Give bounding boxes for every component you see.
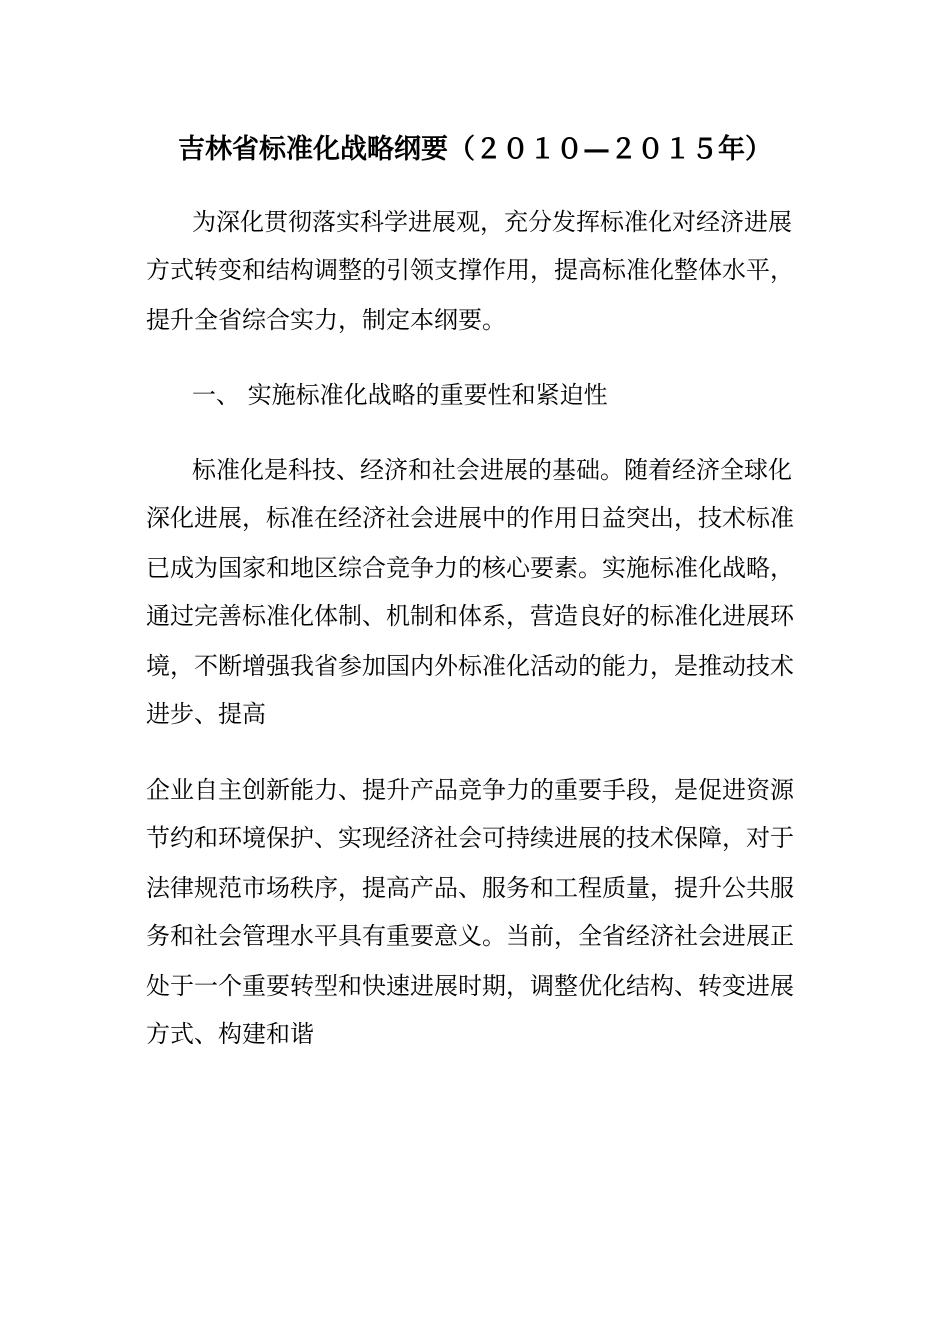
para1-line-4: 通过完善标准化体制、机制和体系，营造良好的标准化进展环 (146, 602, 794, 630)
para1-line-2: 深化进展，标准在经济社会进展中的作用日益突出，技术标准 (146, 504, 794, 532)
para1-line-1: 标准化是科技、经济和社会进展的基础。随着经济全球化 (192, 456, 792, 484)
para2-line-2: 节约和环境保护、实现经济社会可持续进展的技术保障，对于 (146, 824, 794, 852)
para2-line-1: 企业自主创新能力、提升产品竞争力的重要手段，是促进资源 (146, 776, 794, 804)
intro-line-1: 为深化贯彻落实科学进展观，充分发挥标准化对经济进展 (192, 208, 792, 236)
document-title: 吉林省标准化战略纲要（２０１０—２０１５年） (178, 134, 772, 165)
para2-line-6: 方式、构建和谐 (146, 1020, 314, 1048)
para2-line-3: 法律规范市场秩序，提高产品、服务和工程质量，提升公共服 (146, 874, 794, 902)
section-heading-1: 一、 实施标准化战略的重要性和紧迫性 (192, 381, 608, 409)
para1-line-3: 已成为国家和地区综合竞争力的核心要素。实施标准化战略， (146, 554, 794, 582)
intro-line-2: 方式转变和结构调整的引领支撑作用，提高标准化整体水平， (146, 256, 794, 284)
para1-line-6: 进步、提高 (146, 700, 266, 728)
intro-line-3: 提升全省综合实力，制定本纲要。 (146, 306, 506, 334)
para1-line-5: 境，不断增强我省参加国内外标准化活动的能力，是推动技术 (146, 652, 794, 680)
para2-line-4: 务和社会管理水平具有重要意义。当前，全省经济社会进展正 (146, 922, 794, 950)
para2-line-5: 处于一个重要转型和快速进展时期，调整优化结构、转变进展 (146, 972, 794, 1000)
